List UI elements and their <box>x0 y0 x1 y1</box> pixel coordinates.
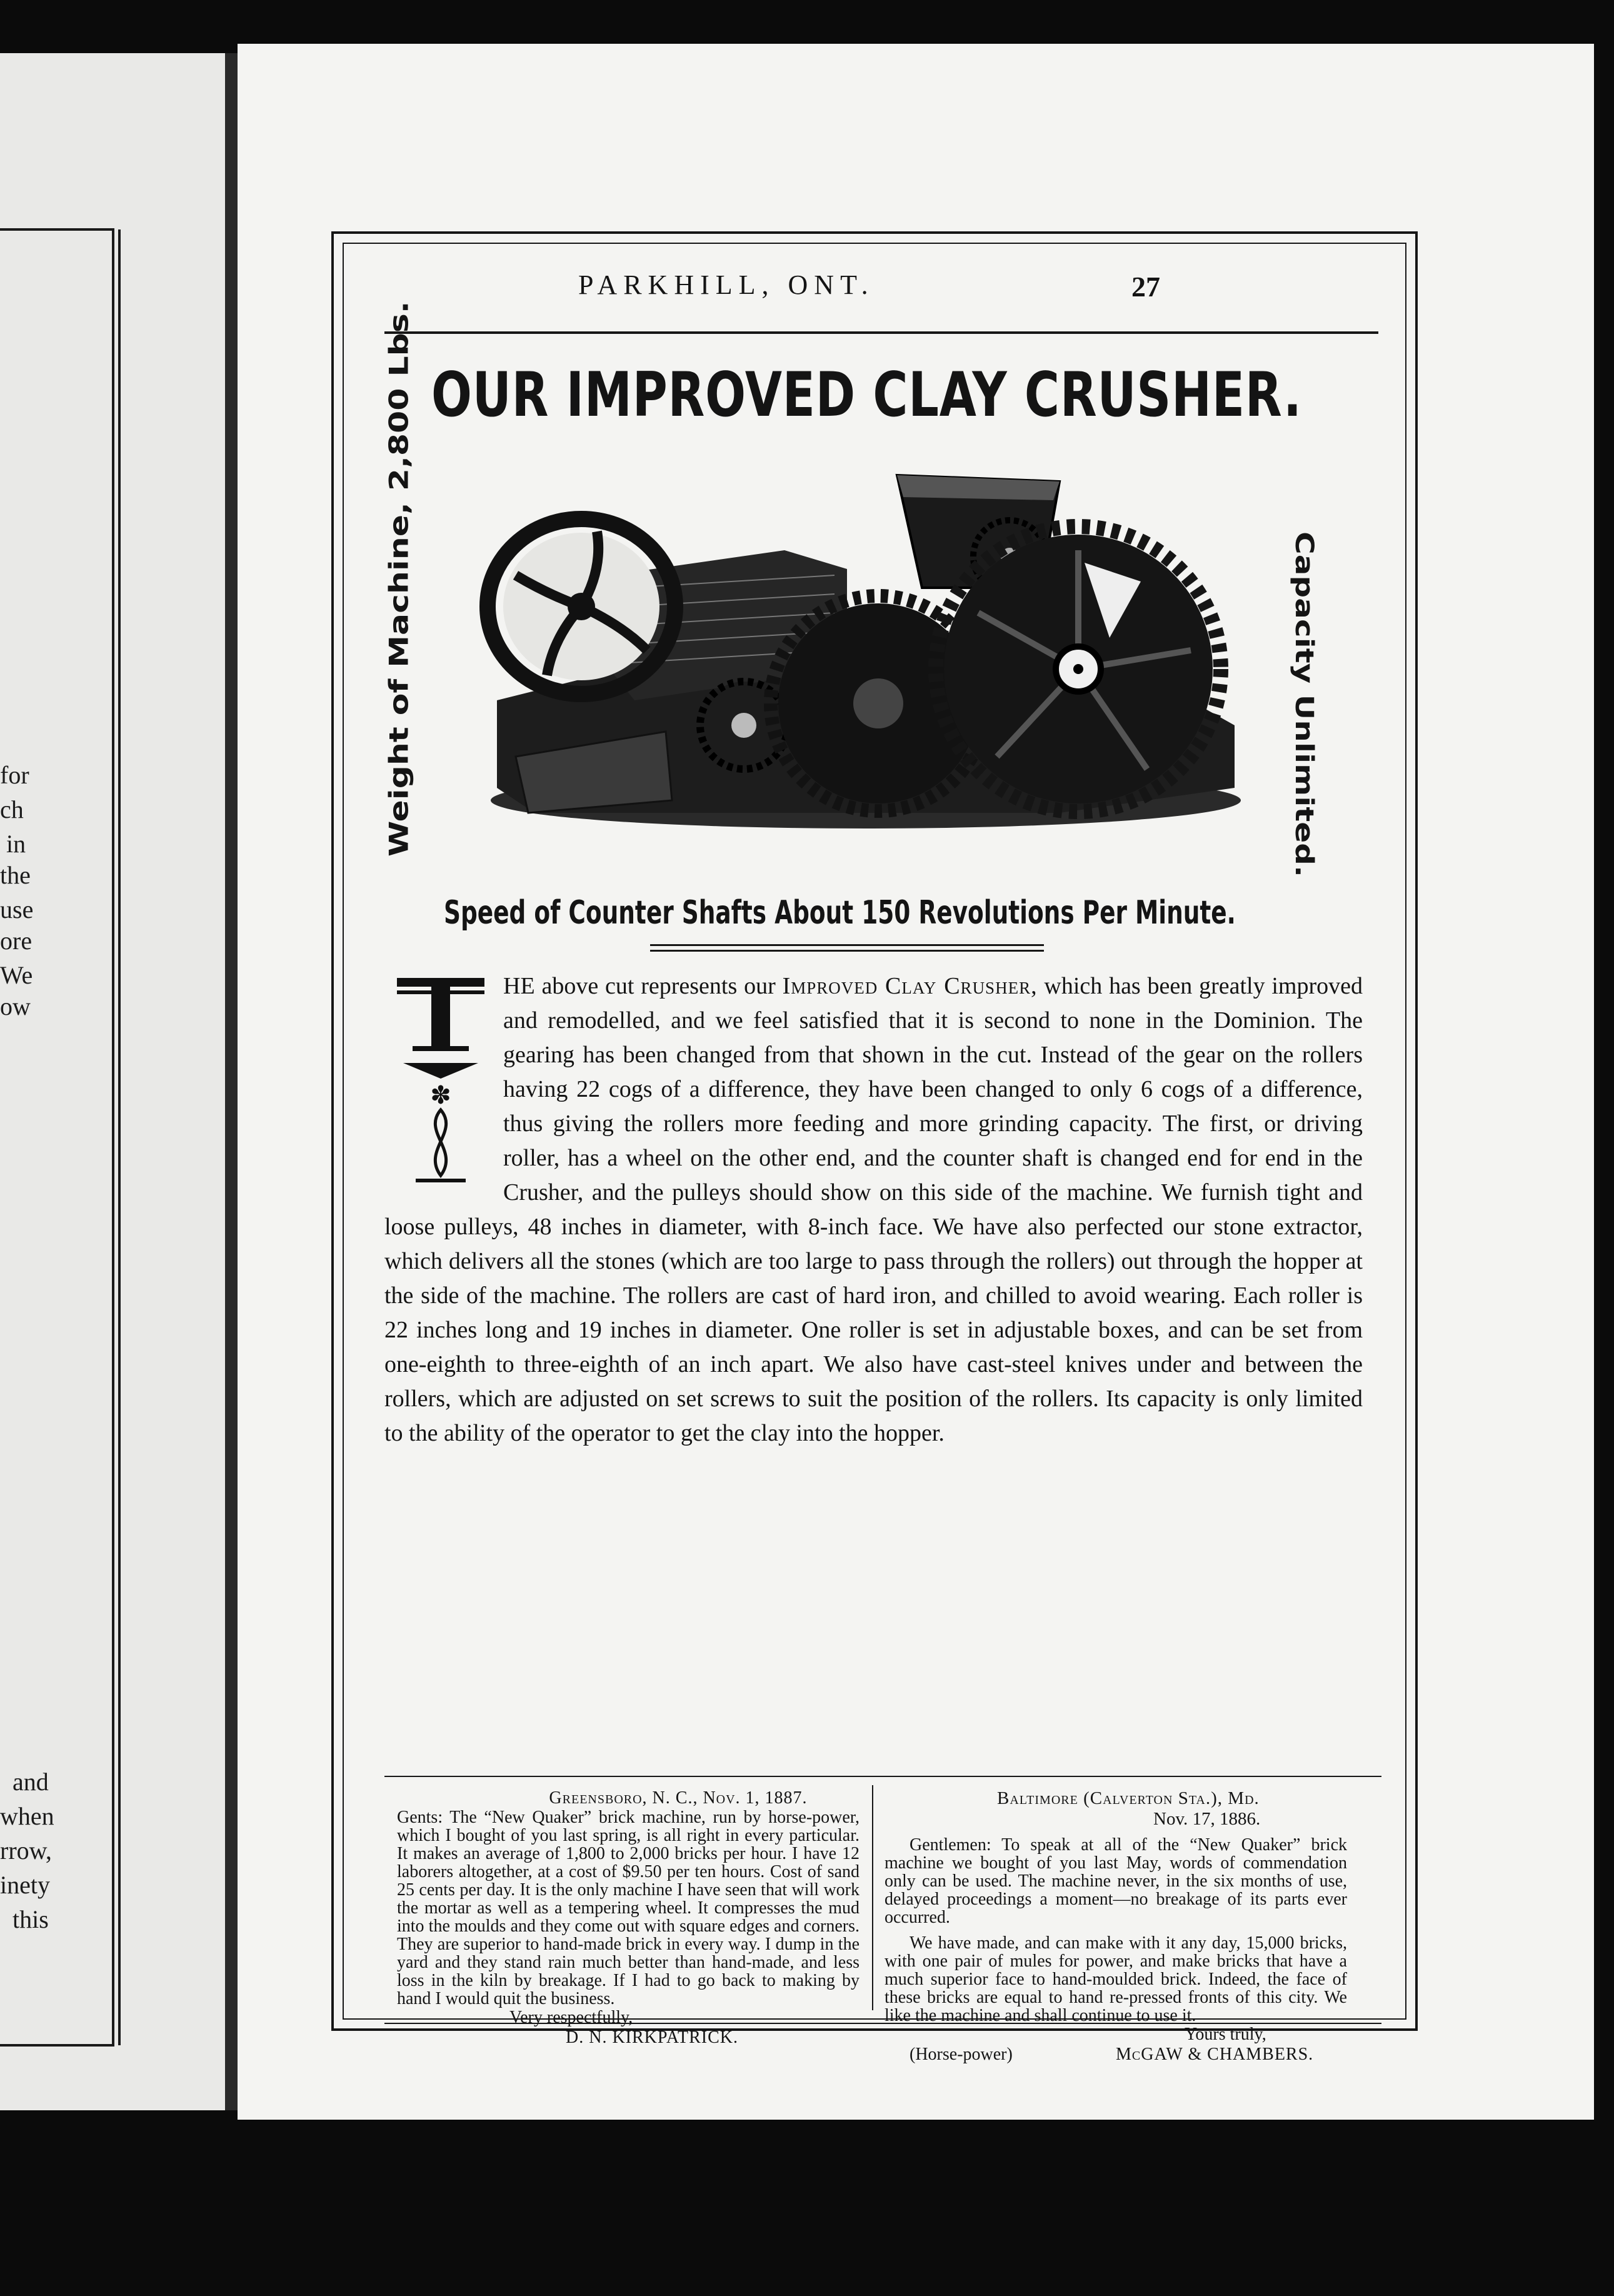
testimonial-note: (Horse-power) <box>910 2045 1013 2064</box>
testimonial-baltimore <box>885 1788 1347 2065</box>
running-title: PARKHILL, ONT. <box>578 269 875 300</box>
side-caption-capacity: Capacity Unlimited. <box>1290 531 1319 877</box>
left-page-fragment: We <box>0 961 33 989</box>
page-content <box>144 206 1363 2064</box>
testimonial-date: Nov. 17, 1886. <box>1153 1809 1261 1829</box>
testimonial-para2: We have made, and can make with it any day, 15,000 bricks, with one pair of mules for power, and make bricks that have a much superior face to hand-moulded brick. Indeed, the face of these bricks are equal to hand re-pressed fronts of this city. We like the machine and shall continue to use it. <box>885 1933 1347 2025</box>
left-page-fragment: and <box>13 1768 49 1796</box>
testimonial-place-date: Greensboro, N. C., Nov. 1, 1887. <box>549 1788 808 1808</box>
side-caption-weight: Weight of Machine, 2,800 Lbs. <box>384 301 414 857</box>
hopper-rim <box>897 475 1060 500</box>
left-page-fragment: inety <box>0 1871 50 1899</box>
testimonials-divider <box>872 1785 873 2010</box>
dropcap-block <box>384 969 497 1194</box>
ad-title: OUR IMPROVED CLAY CRUSHER. <box>431 360 1302 431</box>
caption-rule-top <box>650 944 1044 946</box>
header-rule <box>384 331 1378 334</box>
testimonial-place: Baltimore (Calverton Sta.), Md. <box>997 1788 1260 1808</box>
large-gear-axle <box>1073 664 1083 674</box>
left-page-fragment: rrow, <box>0 1836 52 1865</box>
left-page-fragment: in <box>6 830 26 858</box>
body-text <box>384 969 1363 1451</box>
left-page-fragment: ow <box>0 992 31 1020</box>
body-main-text: which has been greatly improved and remodelled, and we feel satisfied that it is second to none in the Dominion. The gearing has been changed from that shown in the cut. Instead of the gear on the rollers having 22 cogs of a difference, they have been changed to only 6 cogs of a difference, thus giving the rollers more feeding and more grinding capacity. The first, or driving roller, has a wheel on the other end, and the counter shaft is changed end for end in the Crusher, and the pulleys should show on this side of the machine. We furnish tight and loose pulleys, 48 inches in diameter, with 8-inch face. We have also perfected our stone extractor, which delivers all the stones (which are too large to pass through the rollers) out through the hopper at the side of the machine. The rollers are cast of hard iron, and chilled to avoid wearing. Each roller is 22 inches long and 19 inches in diameter. One roller is set in adjustable boxes, and can be set from one-eighth to three-eighth of an inch apart. We also have cast-steel knives under and between the rollers, which are adjusted on set screws to suit the position of the rollers. Its capacity is only limited to the ability of the operator to get the clay into the hopper. <box>384 973 1363 1446</box>
illustration-caption: Speed of Counter Shafts About 150 Revolutions Per Minute. <box>444 894 1236 932</box>
testimonial-para1: Gentlemen: To speak at all of the “New Quaker” brick machine we bought of you last May, words of commendation only can be used. The machine never, in the six months of use, delayed proceedings a moment—no breakage of its parts ever occurred. <box>885 1835 1347 1927</box>
testimonial-footer <box>885 2045 1347 2065</box>
lead-text: HE above cut represents our <box>503 973 776 999</box>
testimonial-closing: Yours truly, <box>1185 2025 1266 2044</box>
testimonial-closing: Very respectfully, <box>509 2008 633 2027</box>
middle-gear-hub <box>853 678 903 728</box>
testimonials-rule-top <box>384 1776 1381 1777</box>
clay-crusher-illustration <box>459 463 1291 844</box>
pulley-hub <box>568 593 595 620</box>
product-name: Improved Clay Crusher, <box>782 973 1038 999</box>
caption-rule-bottom <box>650 950 1044 952</box>
left-page-fragment: ch <box>0 795 24 823</box>
pinion-hub <box>731 713 756 738</box>
testimonial-greensboro <box>397 1788 860 2048</box>
testimonial-signature: McGAW & CHAMBERS. <box>1116 2045 1314 2064</box>
left-page-fragment: use <box>0 895 34 924</box>
testimonial-signature: D. N. KIRKPATRICK. <box>566 2028 739 2047</box>
left-page-fragment: ore <box>0 927 33 955</box>
left-page-fragment: for <box>0 761 29 789</box>
left-page-fragment: the <box>0 861 31 889</box>
svg-text:✽: ✽ <box>430 1081 451 1110</box>
testimonial-text: Gents: The “New Quaker” brick machine, run by horse-power, which I bought of you last spring, is all right in every particular. It makes an average of 1,800 to 2,000 bricks per hour. I have 12 laborers altogether, at a cost of $9.50 per ten hours. Cost of sand 25 cents per day. It is the only machine I have seen that will work the mortar as well as a tempering wheel. It compresses the mud into the moulds and they come out with square edges and corners. They are superior to hand-made brick in every way. I dump in the yard and they stand rain much better than hand-made, and less loss in the kiln by breakage. If I had to go back to making by hand I would quit the business. <box>397 1808 860 2008</box>
body-paragraph <box>384 969 1363 1451</box>
page-number: 27 <box>1131 271 1160 303</box>
left-page-fragment: when <box>0 1802 54 1830</box>
left-page-fragment: this <box>13 1905 49 1933</box>
